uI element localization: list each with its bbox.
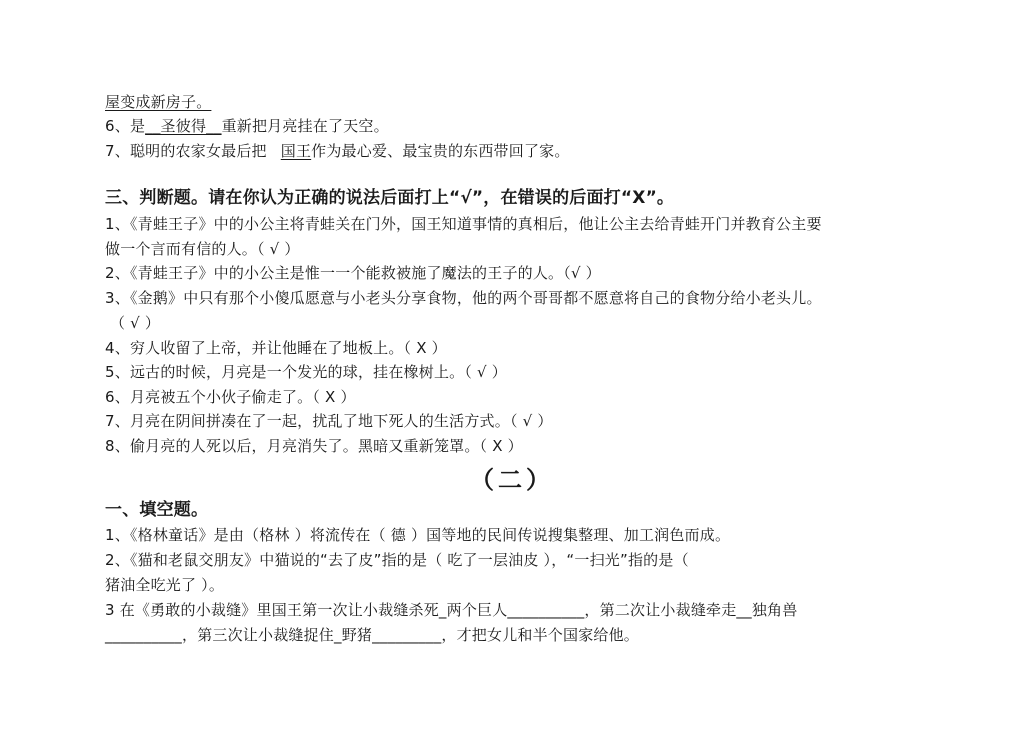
- answer-text: 屋变成新房子。: [105, 93, 212, 111]
- filled-answer: 国王: [280, 142, 312, 160]
- judgement-item-2: 2、《青蛙王子》中的小公主是惟一一个能救被施了魔法的王子的人。（√ ）: [105, 264, 601, 282]
- judgement-item-8: 8、偷月亮的人死以后，月亮消失了。黑暗又重新笼罩。（ X ）: [105, 437, 523, 455]
- judgement-item-5: 5、远古的时候，月亮是一个发光的球，挂在橡树上。（ √ ）: [105, 363, 507, 381]
- question-prefix: 7、聪明的农家女最后把: [105, 142, 267, 160]
- judgement-item-3-cont: （ √ ）: [110, 314, 161, 332]
- judgement-item-7: 7、月亮在阴间拼凑在了一起，扰乱了地下死人的生活方式。（ √ ）: [105, 412, 553, 430]
- question-suffix: 作为最心爱、最宝贵的东西带回了家。: [311, 142, 570, 160]
- judgement-item-4: 4、穷人收留了上帝，并让他睡在了地板上。（ X ）: [105, 339, 447, 357]
- filled-answer: __圣彼得__: [145, 117, 222, 135]
- fill-item-3-cont: __________，第三次让小裁缝捉住_野猪_________，才把女儿和半个国家给他。: [105, 626, 640, 644]
- judgement-item-1-cont: 做一个言而有信的人。（ √ ）: [105, 240, 300, 258]
- judgement-item-3: 3、《金鹅》中只有那个小傻瓜愿意与小老头分享食物，他的两个哥哥都不愿意将自己的食物分给小老头儿。: [105, 289, 822, 307]
- part-title: （二）: [470, 466, 554, 494]
- fill-item-1: 1、《格林童话》是由（格林 ）将流传在（ 德 ）国等地的民间传说搜集整理、加工润色而成。: [105, 526, 731, 544]
- answer-line-7: [105, 141, 570, 161]
- judgement-item-1: 1、《青蛙王子》中的小公主将青蛙关在门外，国王知道事情的真相后，他让公主去给青蛙开门并教育公主要: [105, 215, 822, 233]
- fill-item-3: 3 在《勇敢的小裁缝》里国王第一次让小裁缝杀死_两个巨人__________，第二次让小裁缝牵走__独角兽: [105, 601, 798, 619]
- judgement-item-6: 6、月亮被五个小伙子偷走了。（ X ）: [105, 388, 356, 406]
- answer-line-6: [105, 116, 389, 136]
- fill-item-2: 2、《猫和老鼠交朋友》中猫说的“去了皮”指的是（ 吃了一层油皮 ），“一扫光”指的是（: [105, 551, 689, 569]
- section-heading-judgement: 三、判断题。请在你认为正确的说法后面打上“√”，在错误的后面打“X”。: [105, 188, 675, 208]
- section-heading-fill: 一、填空题。: [105, 500, 209, 520]
- fill-item-2-cont: 猪油全吃光了 ）。: [105, 576, 225, 594]
- answer-line-5-tail: [105, 92, 211, 112]
- question-prefix: 6、是: [105, 117, 146, 135]
- question-suffix: 重新把月亮挂在了天空。: [221, 117, 389, 135]
